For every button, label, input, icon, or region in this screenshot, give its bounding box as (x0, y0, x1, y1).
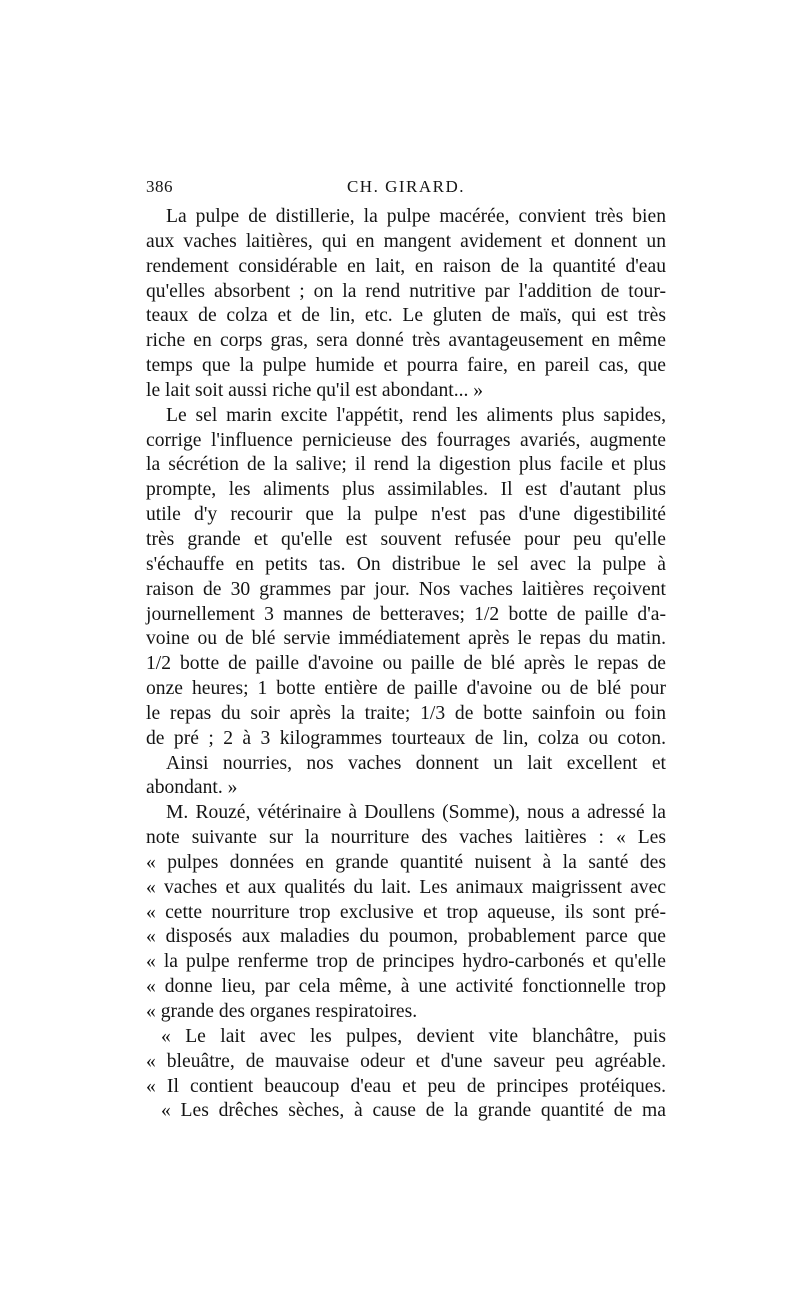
text-line: « Les drêches sèches, à cause de la grande quantité de ma (161, 1100, 666, 1122)
text-line: Ainsi nourries, nos vaches donnent un lait excellent et (166, 752, 666, 774)
text-line: le repas du soir après la traite; 1/3 de botte sainfoin ou foin (146, 702, 666, 724)
text-line: « grande des organes respiratoires. (146, 1001, 418, 1022)
page-number: 386 (146, 177, 173, 196)
text-line: onze heures; 1 botte entière de paille d'avoine ou de blé pour (146, 678, 666, 700)
text-line: « cette nourriture trop exclusive et trop aqueuse, ils sont pré- (146, 901, 666, 923)
text-line: aux vaches laitières, qui en mangent avidement et donnent un (146, 230, 666, 252)
text-line: temps que la pulpe humide et pourra faire, en pareil cas, que (146, 355, 666, 377)
text-line: utile d'y recourir que la pulpe n'est pas d'une digestibilité (146, 504, 666, 526)
text-line: s'échauffe en petits tas. On distribue le sel avec la pulpe à (146, 553, 666, 575)
running-header (146, 177, 666, 201)
text-line: Le sel marin excite l'appétit, rend les aliments plus sapides, (166, 404, 666, 426)
text-line: « vaches et aux qualités du lait. Les animaux maigrissent avec (146, 876, 666, 898)
text-line: de pré ; 2 à 3 kilogrammes tourteaux de lin, colza ou coton. (146, 727, 666, 749)
text-line: « la pulpe renferme trop de principes hydro-carbonés et qu'elle (146, 951, 666, 973)
text-line: La pulpe de distillerie, la pulpe macérée, convient très bien (166, 206, 666, 227)
text-line: teaux de colza et de lin, etc. Le gluten de maïs, qui est très (146, 305, 666, 327)
text-line: raison de 30 grammes par jour. Nos vaches laitières reçoivent (146, 578, 666, 600)
body-text (146, 205, 666, 1124)
text-line: « Le lait avec les pulpes, devient vite blanchâtre, puis (161, 1025, 666, 1047)
text-line: le lait soit aussi riche qu'il est abondant... » (146, 379, 484, 401)
text-line: « disposés aux maladies du poumon, probablement parce que (146, 926, 666, 948)
text-line: riche en corps gras, sera donné très avantageusement en même (146, 330, 666, 352)
text-line: journellement 3 mannes de betteraves; 1/2 botte de paille d'a- (146, 603, 666, 625)
text-line: M. Rouzé, vétérinaire à Doullens (Somme), nous a adressé la (166, 802, 666, 824)
text-line: rendement considérable en lait, en raison de la quantité d'eau (146, 255, 666, 277)
text-line: très grande et qu'elle est souvent refusée pour peu qu'elle (146, 528, 666, 550)
text-line: la sécrétion de la salive; il rend la digestion plus facile et plus (146, 454, 666, 476)
text-line: « bleuâtre, de mauvaise odeur et d'une saveur peu agréable. (146, 1050, 666, 1072)
text-line: « Il contient beaucoup d'eau et peu de principes protéiques. (146, 1075, 666, 1097)
text-line: prompte, les aliments plus assimilables. Il est d'autant plus (146, 479, 666, 501)
text-line: corrige l'influence pernicieuse des fourrages avariés, augmente (146, 429, 666, 451)
text-line: « donne lieu, par cela même, à une activité fonctionnelle trop (146, 976, 666, 998)
text-line: voine ou de blé servie immédiatement après le repas du matin. (146, 628, 666, 650)
text-line: 1/2 botte de paille d'avoine ou paille de blé après le repas de (146, 653, 666, 675)
text-line: note suivante sur la nourriture des vaches laitières : « Les (146, 827, 666, 849)
running-title: CH. GIRARD. (346, 177, 466, 196)
text-line: « pulpes données en grande quantité nuisent à la santé des (146, 851, 666, 873)
text-line: abondant. » (146, 777, 238, 799)
text-line: qu'elles absorbent ; on la rend nutritive par l'addition de tour- (146, 280, 666, 302)
